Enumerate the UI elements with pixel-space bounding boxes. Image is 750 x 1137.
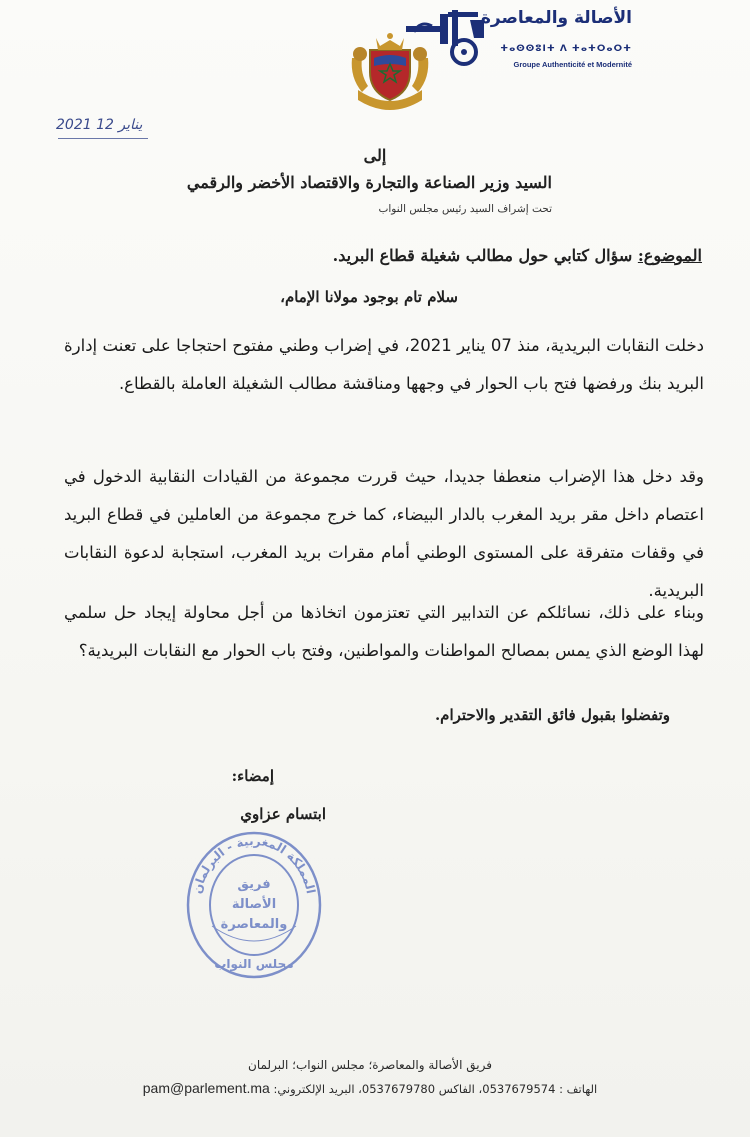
date-day: 12 <box>96 117 114 133</box>
stamp-bottom-text: مجلس النواب <box>214 957 294 971</box>
body-paragraph-2: وقد دخل هذا الإضراب منعطفا جديدا، حيث قررت مجموعة من القيادات النقابية الدخول في اعتصام داخل مقر بريد المغرب بالدار البيضاء، كما خرج مجموعة من العاملين في قطاع البريد في وقفات متفرقة على المستوى الوطني أمام مقرات بريد المغرب، استجابة لدعوة النقابات البريدية. <box>64 467 704 600</box>
signature-name: ابتسام عزاوي <box>240 805 326 823</box>
royal-coat-of-arms-icon <box>348 28 432 118</box>
subject-text: سؤال كتابي حول مطالب شغيلة قطاع البريد. <box>332 246 633 265</box>
party-logo-block <box>400 4 640 84</box>
recipient-via: تحت إشراف السيد رئيس مجلس النواب <box>378 203 552 215</box>
date-year: 2021 <box>56 117 92 133</box>
footer-organization: فريق الأصالة والمعاصرة؛ مجلس النواب؛ البرلمان <box>248 1058 492 1072</box>
date-month: يناير <box>118 117 143 133</box>
subject-line <box>333 246 702 265</box>
subject-label: الموضوع: <box>637 246 702 265</box>
footer-email-link[interactable]: pam@parlement.ma <box>142 1080 270 1096</box>
party-name-french: Groupe Authenticité et Modernité <box>513 60 632 69</box>
signature-label: إمضاء: <box>231 767 274 785</box>
stamp-outer-text: المملكة المغربية - البرلمان <box>189 833 318 896</box>
recipient-name: السيد وزير الصناعة والتجارة والاقتصاد الأخضر والرقمي <box>186 173 552 192</box>
greeting: سلام تام بوجود مولانا الإمام، <box>280 288 458 306</box>
date-underline <box>58 138 148 139</box>
closing-line: وتفضلوا بقبول فائق التقدير والاحترام. <box>434 706 670 724</box>
body-paragraph-3: وبناء على ذلك، نسائلكم عن التدابير التي تعتزمون اتخاذها من أجل محاولة إيجاد حل سلمي لهذا الوضع الذي يمس بمصالح المواطنات والمواطنين، وفتح باب الحوار مع النقابات البريدية؟ <box>64 603 704 660</box>
stamp-inner-text: فريق الأصالة والمعاصرة <box>220 877 288 932</box>
body-paragraph-1: دخلت النقابات البريدية، منذ 07 يناير 2021، في إضراب وطني مفتوح احتجاجا على تعنت إدارة البريد بنك ورفضها فتح باب الحوار في وجهها ومناقشة مطالب الشغيلة العاملة بالقطاع. <box>64 336 704 393</box>
recipient-to: إلى <box>363 146 387 165</box>
footer-phone-fax: الهاتف : 0537679574، الفاكس 0537679780، البريد الإلكتروني: <box>273 1082 598 1096</box>
party-name-arabic: الأصالة والمعاصرة <box>480 8 632 28</box>
letter-date <box>56 117 142 133</box>
party-name-tifinagh: ⵜⴰⵙⵙⵓⵏⵜ ⴷ ⵜⴰⵜⵔⴰⵔⵜ <box>500 44 632 54</box>
footer-contacts <box>80 1080 660 1096</box>
official-stamp <box>184 830 324 980</box>
